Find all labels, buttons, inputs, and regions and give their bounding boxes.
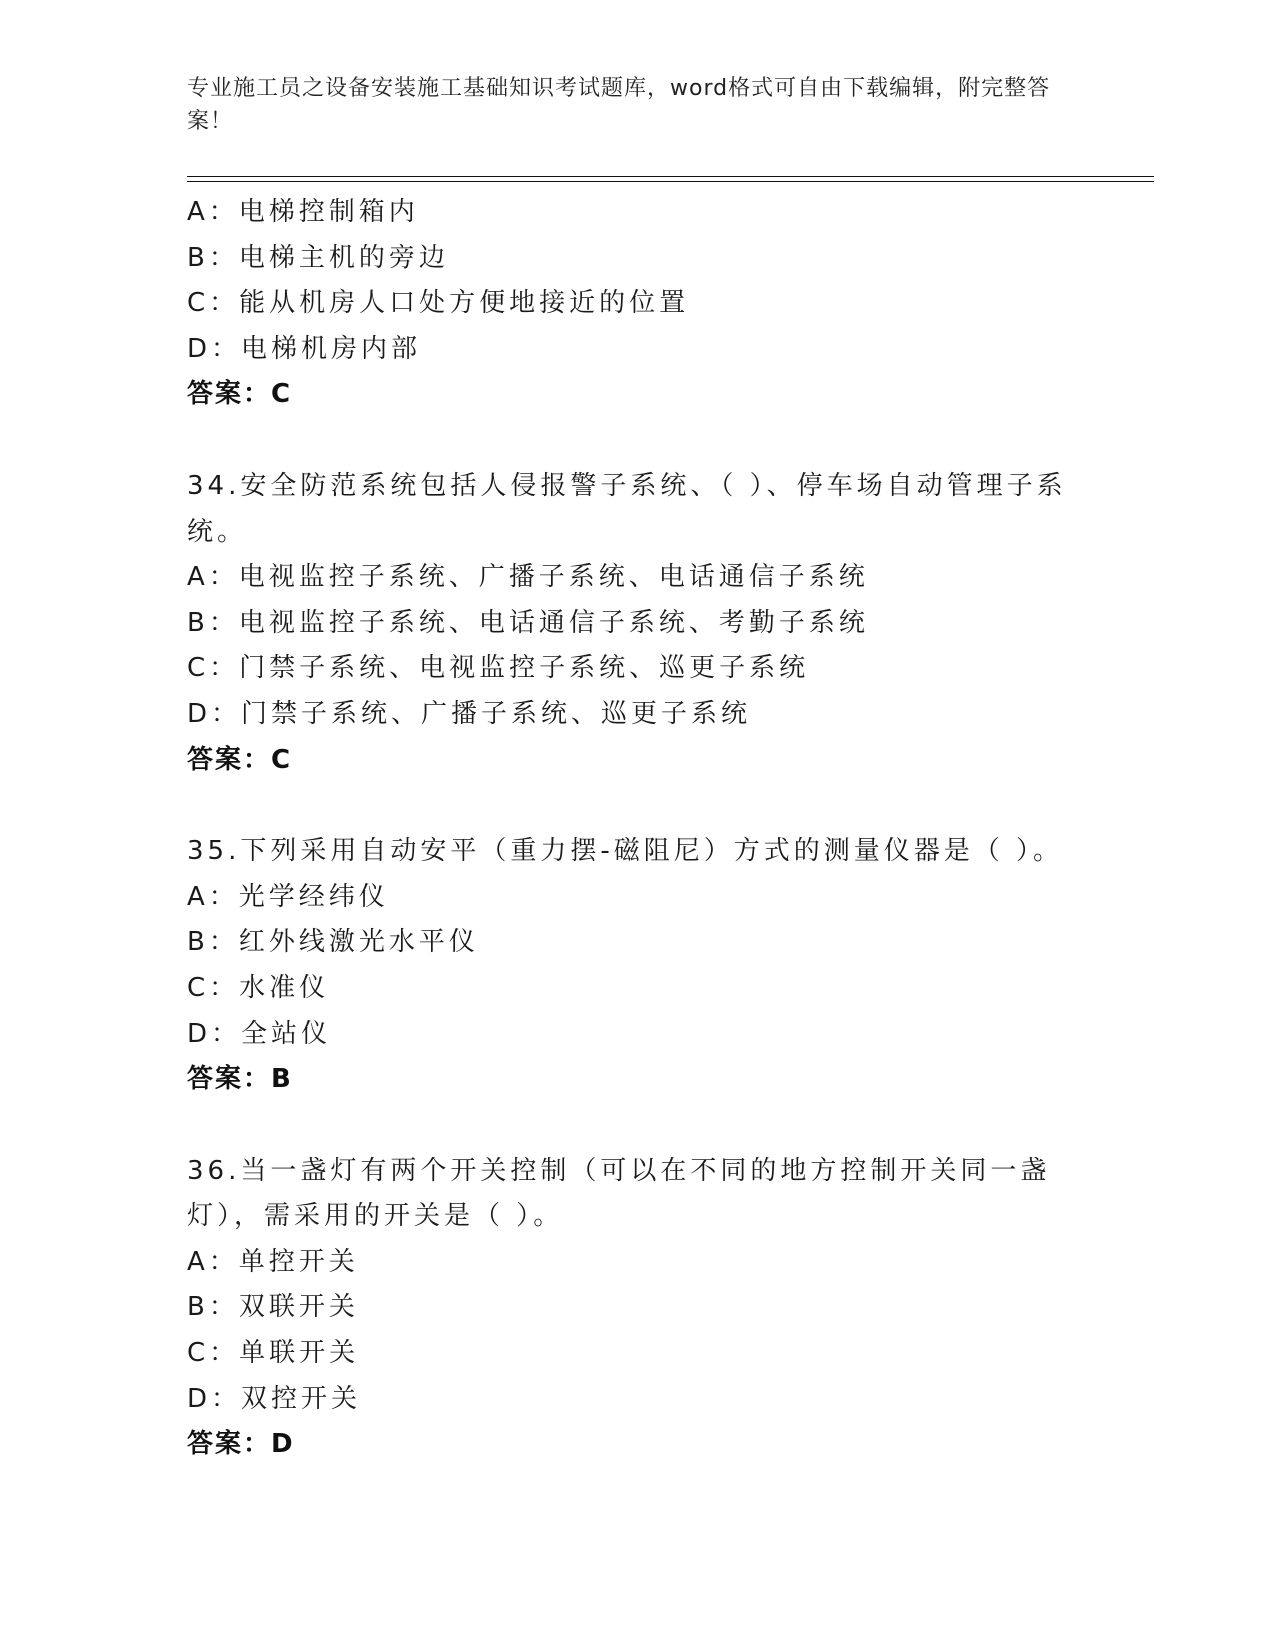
- option-a: A：电视监控子系统、广播子系统、电话通信子系统: [187, 562, 869, 593]
- question-text: 35.下列采用自动安平（重力摆-磁阻尼）方式的测量仪器是（ ）。: [187, 836, 1063, 867]
- option-c: C：单联开关: [187, 1338, 360, 1369]
- question-text: 34.安全防范系统包括人侵报警子系统、（ ）、停车场自动管理子系统。: [187, 470, 1067, 547]
- option-a: A：电梯控制箱内: [187, 197, 419, 227]
- option-d: D：门禁子系统、广播子系统、巡更子系统: [187, 698, 752, 729]
- option-b: B：红外线激光水平仪: [187, 927, 479, 958]
- question-33-tail: [187, 190, 1087, 418]
- answer: 答案：C: [187, 379, 293, 410]
- option-a: A：单控开关: [187, 1246, 359, 1277]
- question-text: 36.当一盏灯有两个开关控制（可以在不同的地方控制开关同一盏灯），需采用的开关是（ ）。: [187, 1155, 1051, 1232]
- option-d: D：双控开关: [187, 1383, 362, 1414]
- option-b: B：双联开关: [187, 1292, 359, 1323]
- option-d: D：全站仪: [187, 1018, 332, 1049]
- option-c: C：能从机房人口处方便地接近的位置: [187, 288, 690, 319]
- answer: 答案：B: [187, 1064, 293, 1095]
- question-35: [187, 829, 1087, 1103]
- answer: 答案：D: [187, 1429, 295, 1460]
- option-c: C：门禁子系统、电视监控子系统、巡更子系统: [187, 653, 810, 684]
- question-36: [187, 1149, 1087, 1468]
- header-rule-bottom: [187, 181, 1154, 182]
- header-rule-top: [187, 176, 1154, 177]
- question-list: [187, 190, 1087, 1468]
- answer: 答案：C: [187, 744, 293, 775]
- option-b: B：电梯主机的旁边: [187, 242, 449, 273]
- question-34: [187, 464, 1087, 783]
- option-c: C：水准仪: [187, 972, 330, 1003]
- option-a: A：光学经纬仪: [187, 881, 389, 912]
- option-b: B：电视监控子系统、电话通信子系统、考勤子系统: [187, 607, 869, 638]
- option-d: D：电梯机房内部: [187, 333, 422, 364]
- page-header: 专业施工员之设备安装施工基础知识考试题库，word格式可自由下载编辑，附完整答案！: [187, 76, 1051, 134]
